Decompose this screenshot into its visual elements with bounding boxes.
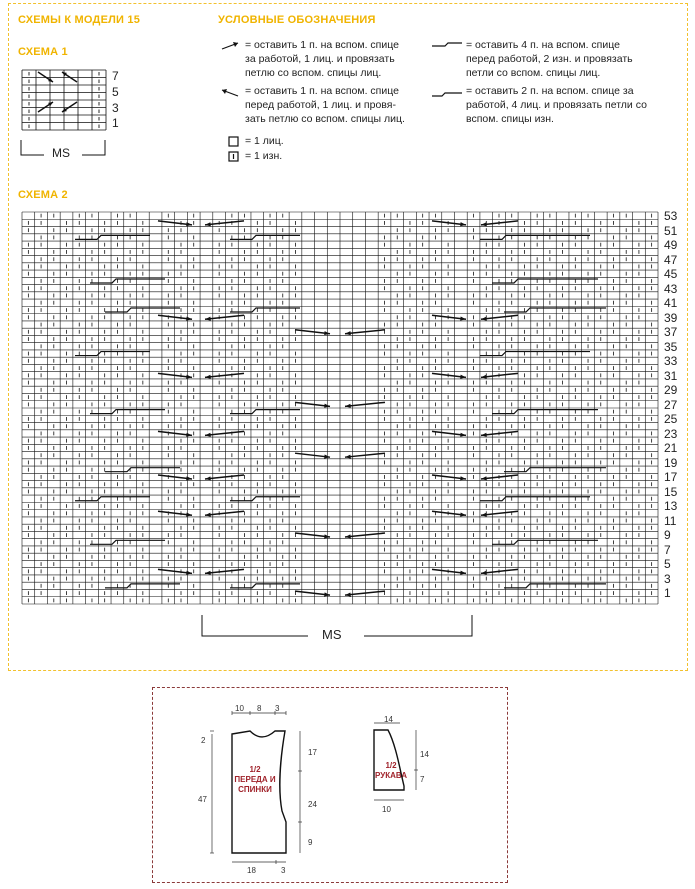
dim-sleeve-right-2: 7: [420, 775, 425, 784]
s2-row-number: 13: [664, 499, 678, 514]
sleeve-label: 1/2 РУКАВА: [374, 761, 408, 780]
s2-row-number: 27: [664, 397, 678, 412]
dim-front-bottom-2: 3: [281, 866, 286, 875]
s2-row-number: 21: [664, 441, 678, 456]
s2-row-number: 35: [664, 339, 678, 354]
dimension-lines: [210, 711, 418, 864]
s2-row-number: 23: [664, 426, 678, 441]
s2-row-number: 37: [664, 325, 678, 340]
dim-front-left-1: 2: [201, 736, 206, 745]
s1-row-3: 3: [112, 101, 119, 115]
pattern-pieces: [232, 730, 404, 853]
s1-row-1: 1: [112, 116, 119, 130]
s2-row-number: 1: [664, 586, 671, 601]
s2-row-number: 39: [664, 310, 678, 325]
front-piece: [232, 731, 286, 853]
legend-item-6: = оставить 2 п. на вспом. спице за работой, 4 лиц. и провязать петли со вспом. спицы изн.: [466, 85, 647, 125]
s2-row-number: 17: [664, 470, 678, 485]
s2-row-number: 7: [664, 542, 671, 557]
s2-row-number: 41: [664, 296, 678, 311]
legend-symbols: [222, 42, 462, 161]
dim-sleeve-bottom: 10: [382, 805, 391, 814]
s2-row-number: 9: [664, 528, 671, 543]
dim-front-top-2: 8: [257, 704, 262, 713]
s1-ms-label: MS: [52, 146, 70, 160]
legend-title: УСЛОВНЫЕ ОБОЗНАЧЕНИЯ: [218, 14, 376, 26]
scheme2-grid: [22, 212, 658, 604]
s2-row-number: 31: [664, 368, 678, 383]
scheme2-title: СХЕМА 2: [18, 189, 68, 201]
scheme1-grid: [22, 70, 106, 130]
s2-row-number: 3: [664, 571, 671, 586]
dim-front-right-1: 17: [308, 748, 317, 757]
dim-front-right-3: 9: [308, 838, 313, 847]
legend-item-3: = 1 лиц.: [245, 135, 284, 147]
s1-row-5: 5: [112, 85, 119, 99]
s2-row-number: 25: [664, 412, 678, 427]
legend-item-1: = оставить 1 п. на вспом. спице за работой, 1 лиц. и провязать петлю со вспом. спицы лиц.: [245, 39, 399, 79]
s2-row-number: 15: [664, 484, 678, 499]
s1-row-7: 7: [112, 69, 119, 83]
front-label: 1/2 ПЕРЕДА И СПИНКИ: [234, 765, 276, 794]
s2-row-number: 43: [664, 281, 678, 296]
legend-item-2: = оставить 1 п. на вспом. спице перед работой, 1 лиц. и провя- зать петлю со вспом. спицы лиц.: [245, 85, 405, 125]
dim-front-top-3: 3: [275, 704, 280, 713]
legend-item-4: = 1 изн.: [245, 150, 283, 162]
s2-row-number: 33: [664, 354, 678, 369]
dim-sleeve-right-1: 14: [420, 750, 429, 759]
scheme1-title: СХЕМА 1: [18, 46, 68, 58]
dim-front-right-2: 24: [308, 800, 317, 809]
s2-row-number: 53: [664, 209, 678, 223]
dim-front-bottom-1: 18: [247, 866, 256, 875]
legend-item-5: = оставить 4 п. на вспом. спице перед работой, 2 изн. и провязать петли со вспом. спицы лиц.: [466, 39, 633, 79]
s2-row-number: 5: [664, 557, 671, 572]
ms-brackets: [21, 140, 472, 636]
s2-row-number: 51: [664, 223, 678, 238]
s2-row-number: 45: [664, 267, 678, 282]
s2-row-number: 19: [664, 455, 678, 470]
sleeve-piece: [374, 730, 404, 790]
dim-front-top-1: 10: [235, 704, 244, 713]
s2-ms-label: MS: [322, 627, 342, 642]
s2-row-number: 29: [664, 383, 678, 398]
main-title: СХЕМЫ К МОДЕЛИ 15: [18, 14, 141, 26]
dim-sleeve-top: 14: [384, 715, 393, 724]
s2-row-number: 11: [664, 513, 677, 528]
s2-row-number: 47: [664, 252, 678, 267]
dim-front-left-2: 47: [198, 795, 207, 804]
s2-row-number: 49: [664, 238, 678, 253]
